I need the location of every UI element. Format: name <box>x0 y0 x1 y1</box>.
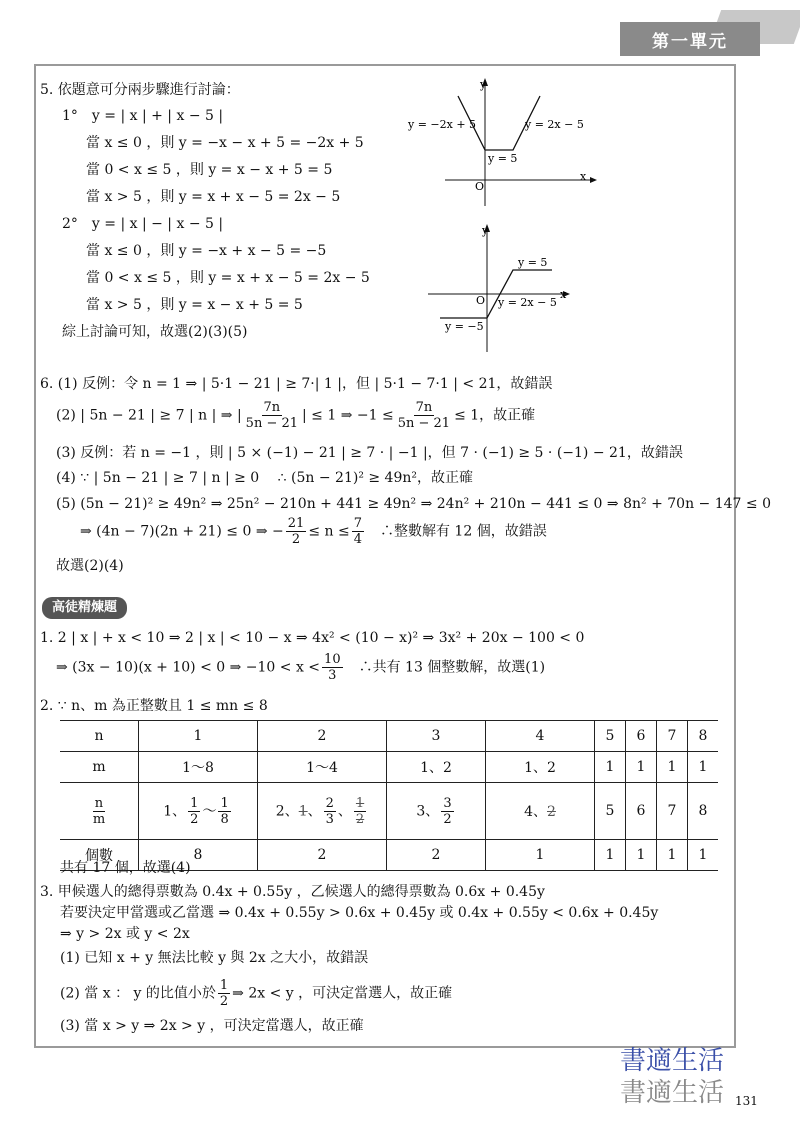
q6-line-5: (5) (5n − 21)² ≥ 49n² ⇒ 25n² − 210n + 441 ≥ 49n² ⇒ 24n² + 210n − 441 ≤ 0 ⇒ 8n² + 70n − 147 ≤ 0 <box>56 496 771 512</box>
graph1-x-arrow <box>590 177 597 183</box>
table-cell: 1 <box>688 840 719 871</box>
crossed-out-value: 1 <box>298 803 308 819</box>
q6-line-1: 6. (1) 反例：令 n = 1 ⇒ | 5·1 − 21 | ≥ 7·| 1 |，但 | 5·1 − 7·1 | < 21，故錯誤 <box>40 376 553 392</box>
fraction: $\frac{2}{3}$ <box>325 795 334 827</box>
graph2-mid-label: y = 2x − 5 <box>498 296 557 309</box>
section-badge: 高徒精煉題 <box>42 597 127 619</box>
fraction: $\frac{3}{2}$ <box>443 795 452 827</box>
fraction: $\frac{1}{8}$ <box>220 795 229 827</box>
graph1-origin: O <box>475 180 485 193</box>
table-cell: 1 <box>486 840 595 871</box>
table-cell: 1 <box>626 840 657 871</box>
q5-case1-head: 1° y = | x | + | x − 5 | <box>62 108 224 124</box>
table-row <box>60 721 718 752</box>
table-cell: 1～4 <box>258 752 387 783</box>
p3-line-3: ⇒ y > 2x 或 y < 2x <box>60 926 190 942</box>
table-cell: 6 <box>626 721 657 752</box>
table-cell: 1 <box>657 752 688 783</box>
table-cell: 8 <box>139 840 258 871</box>
table-cell: 5 <box>595 721 626 752</box>
table-cell: 8 <box>688 783 719 840</box>
p1-line-2: ⇒ (3x − 10)(x + 10) < 0 ⇒ −10 < x < $\frac{10}{3}$ ∴共有 13 個整數解，故選(1) <box>56 652 546 683</box>
table-cell: 1、2 <box>387 752 486 783</box>
unit-tab: 第一單元 <box>620 22 760 56</box>
q5-case2-line: 當 0 < x ≤ 5 ，則 y = x + x − 5 = 2x − 5 <box>86 270 370 286</box>
fraction: $\frac{7n}{5n - 21}$ <box>397 400 451 431</box>
table-cell: 2 <box>258 721 387 752</box>
crossed-out-value: 2 <box>547 804 556 820</box>
page-number: 131 <box>735 1094 758 1108</box>
q5-case1-line: 當 0 < x ≤ 5 ，則 y = x − x + 5 = 5 <box>86 162 333 178</box>
fraction: $\frac{7}{4}$ <box>353 516 362 547</box>
q6-line-4: (4) ∵ | 5n − 21 | ≥ 7 | n | ≥ 0 ∴ (5n − 21)² ≥ 49n²，故正確 <box>56 470 474 486</box>
p3-line-5: (2) 當 x ： y 的比值小於 $\frac{1}{2}$ ⇒ 2x < y ，可決定當選人，故正確 <box>60 978 453 1009</box>
table-cell: 個數 <box>60 840 139 871</box>
graph2-x-label: x <box>560 288 567 301</box>
graph1-mid-label: y = 5 <box>488 152 518 165</box>
table-cell: 1 <box>595 752 626 783</box>
q6-line-6: ⇒ (4n − 7)(2n + 21) ≤ 0 ⇒ − $\frac{21}{2}$ ≤ n ≤ $\frac{7}{4}$ ∴整數解有 12 個，故錯誤 <box>80 516 547 547</box>
table-cell <box>60 783 139 840</box>
graph2-y-label: y <box>482 224 489 237</box>
table-cell: 6 <box>626 783 657 840</box>
q5-case1-line: 當 x ≤ 0 ，則 y = −x − x + 5 = −2x + 5 <box>86 135 364 151</box>
table-cell: 1 <box>626 752 657 783</box>
graph1-left-label: y = −2x + 5 <box>408 118 477 131</box>
table-cell: 1、2 <box>486 752 595 783</box>
table-cell: 1 <box>657 840 688 871</box>
nm-table <box>60 720 718 871</box>
table-cell: 3 <box>387 721 486 752</box>
p3-line-4: (1) 已知 x + y 無法比較 y 與 2x 之大小，故錯誤 <box>60 950 369 966</box>
watermark: 書適生活 <box>620 1078 725 1108</box>
p3-line-2: 若要決定甲當選或乙當選 ⇒ 0.4x + 0.55y > 0.6x + 0.45y 或 0.4x + 0.55y < 0.6x + 0.45y <box>60 905 659 921</box>
crossed-out-fraction: $\frac{1}{2}$ <box>355 795 365 827</box>
table-cell: 7 <box>657 783 688 840</box>
table-cell: 1 <box>595 840 626 871</box>
p3-line-6: (3) 當 x > y ⇒ 2x > y ，可決定當選人，故正確 <box>60 1018 364 1034</box>
table-cell: 1 <box>139 721 258 752</box>
q5-case2-head: 2° y = | x | − | x − 5 | <box>62 216 224 232</box>
fraction: $\frac{10}{3}$ <box>324 652 341 683</box>
table-cell: 2 <box>258 840 387 871</box>
q5-conclusion: 綜上討論可知，故選(2)(3)(5) <box>62 324 248 340</box>
table-cell: 8 <box>688 721 719 752</box>
fraction: $\frac{n}{m}$ <box>92 795 106 827</box>
p1-line-1: 1. 2 | x | + x < 10 ⇒ 2 | x | < 10 − x ⇒ 4x² < (10 − x)² ⇒ 3x² + 20x − 100 < 0 <box>40 630 585 646</box>
fraction: $\frac{7n}{5n - 21}$ <box>245 400 299 431</box>
graph-y-abs-diff <box>420 222 590 357</box>
graph2-origin: O <box>476 294 486 307</box>
q5-case2-line: 當 x ≤ 0 ，則 y = −x + x − 5 = −5 <box>86 243 327 259</box>
graph2-top-label: y = 5 <box>518 256 548 269</box>
graph-y-abs-sum <box>400 76 600 211</box>
q6-line-2: (2) | 5n − 21 | ≥ 7 | n | ⇒ | $\frac{7n}{5n - 21}$ | ≤ 1 ⇒ −1 ≤ $\frac{7n}{5n - 21}$ ≤ 1，故正確 <box>56 400 536 431</box>
graph2-bottom-label: y = −5 <box>445 320 484 333</box>
p3-line-1: 3. 甲候選人的總得票數為 0.4x + 0.55y ，乙候選人的總得票數為 0.6x + 0.45y <box>40 884 545 900</box>
table-row <box>60 752 718 783</box>
table-cell: 1～8 <box>139 752 258 783</box>
q5-case2-line: 當 x > 5 ，則 y = x − x + 5 = 5 <box>86 297 303 313</box>
table-cell: m <box>60 752 139 783</box>
q5-case1-line: 當 x > 5 ，則 y = x + x − 5 = 2x − 5 <box>86 189 341 205</box>
table-cell: 4、2 <box>486 783 595 840</box>
graph1-y-label: y <box>480 78 487 91</box>
table-cell: 2、1、 $\frac{2}{3}$ 、 $\frac{1}{2}$ <box>258 783 387 840</box>
q5-title: 5. 依題意可分兩步驟進行討論： <box>40 82 240 98</box>
table-cell: 1、 $\frac{1}{2}$ ～ $\frac{1}{8}$ <box>139 783 258 840</box>
q6-line-3: (3) 反例：若 n = −1 ，則 | 5 × (−1) − 21 | ≥ 7 · | −1 |，但 7 · (−1) ≥ 5 · (−1) − 21，故錯誤 <box>56 445 683 461</box>
fraction: $\frac{21}{2}$ <box>287 516 305 547</box>
table-cell: 1 <box>688 752 719 783</box>
graph1-right-label: y = 2x − 5 <box>525 118 584 131</box>
fraction: $\frac{1}{2}$ <box>219 978 229 1009</box>
table-cell: 3、 $\frac{3}{2}$ <box>387 783 486 840</box>
watermark: 書適生活 <box>620 1046 725 1076</box>
table-cell: n <box>60 721 139 752</box>
table-cell: 7 <box>657 721 688 752</box>
q6-answer: 故選(2)(4) <box>56 558 124 574</box>
table-cell: 4 <box>486 721 595 752</box>
p2-head: 2. ∵ n、m 為正整數且 1 ≤ mn ≤ 8 <box>40 698 268 714</box>
table-cell: 5 <box>595 783 626 840</box>
graph1-x-label: x <box>580 170 587 183</box>
p2-total: 共有 17 個，故選(4) <box>60 860 191 876</box>
table-row <box>60 783 718 840</box>
fraction: $\frac{1}{2}$ <box>190 795 199 827</box>
table-cell: 2 <box>387 840 486 871</box>
